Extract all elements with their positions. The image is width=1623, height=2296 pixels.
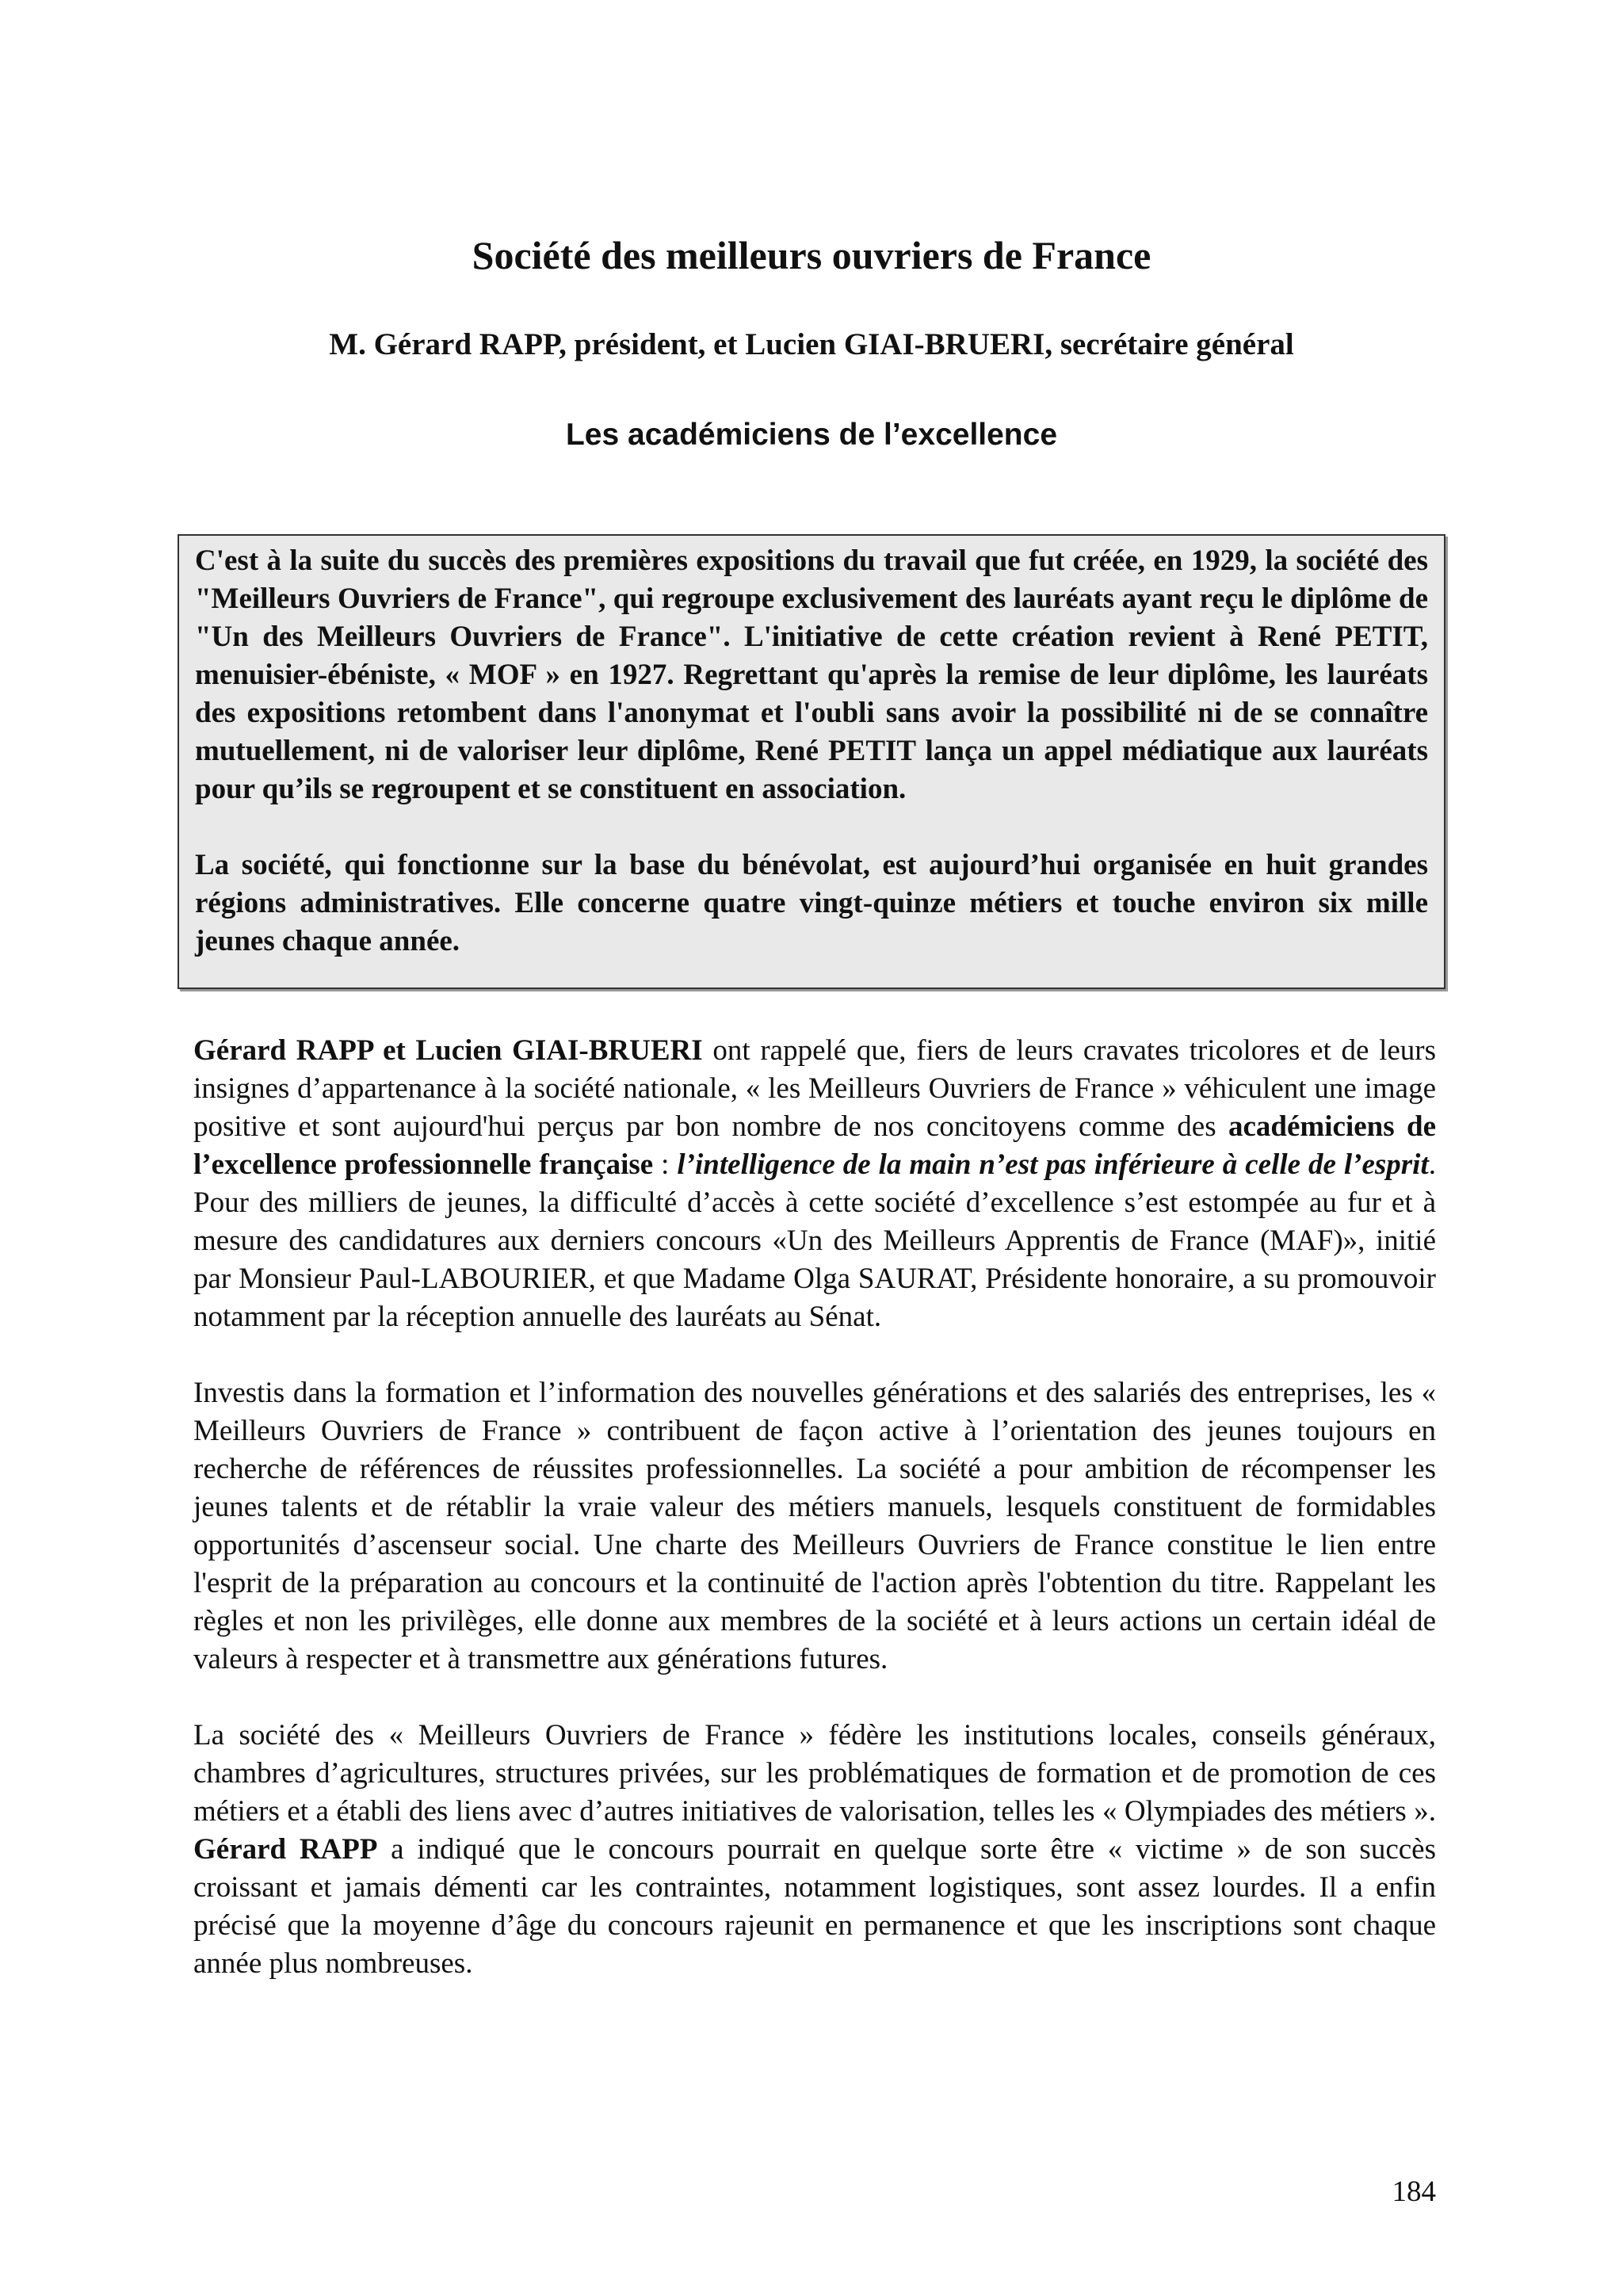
text-run: ont rappelé que, fiers de leurs cravates tricolores et de leurs insignes d’appartenance à la société nationale, « les Meilleurs Ouvriers de France » véhiculent une image positive et sont aujourd'hui perçus par bon nombre de nos concitoyens comme des [193,1034,1437,1143]
speaker-names: Gérard RAPP et Lucien GIAI-BRUERI [193,1034,703,1067]
text-run: a indiqué que le concours pourrait en quelque sorte être « victime » de son succès croissant et jamais démenti car les contraintes, notamment logistiques, sont assez lourdes. Il a enfin précisé que la moyenne d’âge du concours rajeunit en permanence et que les inscriptions sont chaque année plus nombreuses. [193,1833,1436,1980]
section-subtitle: Les académiciens de l’excellence [565,418,1058,452]
body-text [193,1032,1436,2021]
body-paragraph-1 [193,1032,1436,1336]
abstract-box [178,534,1445,989]
text-run: . Pour des milliers de jeunes, la difficulté d’accès à cette société d’excellence s’est estompée au fur et à mesure des candidatures aux derniers concours «Un des Meilleurs Apprentis de France (MAF)», initié par Monsieur Paul-LABOURIER, et que Madame Olga SAURAT, Présidente honoraire, a su promouvoir notamment par la réception annuelle des lauréats au Sénat. [193,1148,1436,1333]
page-number: 184 [1392,2176,1436,2208]
body-paragraph-3 [193,1717,1436,1983]
text-run: : [653,1148,678,1181]
authors-line: M. Gérard RAPP, président, et Lucien GIAI-BRUERI, secrétaire général [329,327,1294,361]
abstract-paragraph: C'est à la suite du succès des premières expositions du travail que fut créée, en 1929, la société des "Meilleurs Ouvriers de France", qui regroupe exclusivement des lauréats ayant reçu le diplôme de "Un des Meilleurs Ouvriers de France". L'initiative de cette création revient à René PETIT, menuisier-ébéniste, « MOF » en 1927. Regrettant qu'après la remise de leur diplôme, les lauréats des expositions retombent dans l'anonymat et l'oubli sans avoir la possibilité ni de se connaître mutuellement, ni de valoriser leur diplôme, René PETIT lança un appel médiatique aux lauréats pour qu’ils se regroupent et se constituent en association. [195,544,1428,805]
body-paragraph-2: Investis dans la formation et l’information des nouvelles générations et des salariés des entreprises, les « Meilleurs Ouvriers de France » contribuent de façon active à l’orientation des jeunes toujours en recherche de références de réussites professionnelles. La société a pour ambition de récompenser les jeunes talents et de rétablir la vraie valeur des métiers manuels, lesquels constituent de formidables opportunités d’ascenseur social. Une charte des Meilleurs Ouvriers de France constitue le lien entre l'esprit de la préparation au concours et la continuité de l'action après l'obtention du titre. Rappelant les règles et non les privilèges, elle donne aux membres de la société et à leurs actions un certain idéal de valeurs à respecter et à transmettre aux générations futures. [193,1377,1436,1675]
emphasis-bold: académiciens de l’excellence professionnelle française [193,1110,1436,1181]
abstract-paragraph: La société, qui fonctionne sur la base du bénévolat, est aujourd’hui organisée en huit grandes régions administratives. Elle concerne quatre vingt-quinze métiers et touche environ six mille jeunes chaque année. [195,849,1428,957]
text-run: La société des « Meilleurs Ouvriers de France » fédère les institutions locales, conseils généraux, chambres d’agricultures, structures privées, sur les problématiques de formation et de promotion de ces métiers et a établi des liens avec d’autres initiatives de valorisation, telles les « Olympiades des métiers ». [193,1719,1436,1828]
speaker-name: Gérard RAPP [193,1833,378,1866]
document-title: Société des meilleurs ouvriers de France [472,233,1151,277]
emphasis-quote: l’intelligence de la main n’est pas inférieure à celle de l’esprit [677,1148,1429,1181]
